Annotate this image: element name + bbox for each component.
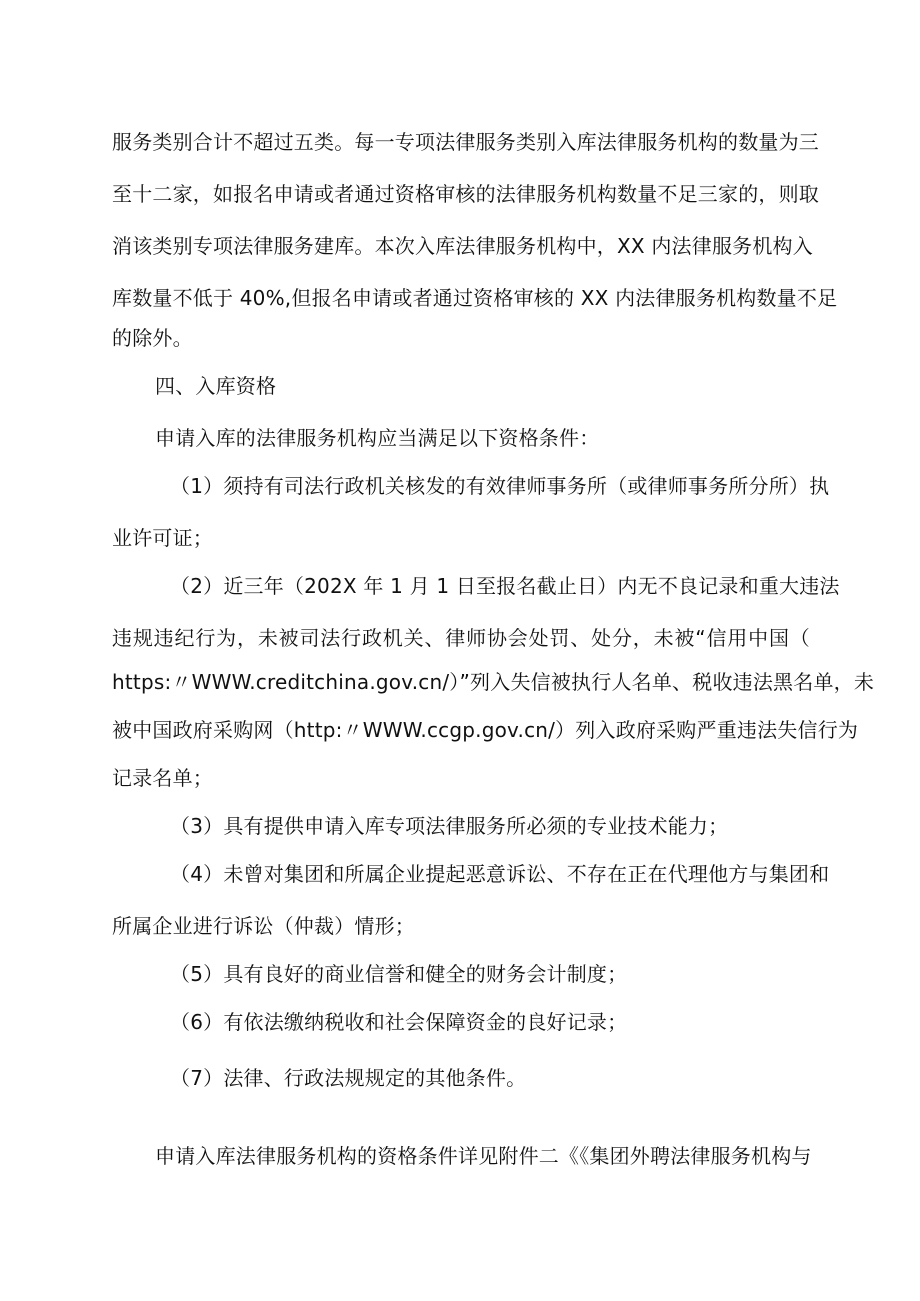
list-item-4-cont: 所属企业进行诉讼（仲裁）情形；: [112, 914, 415, 938]
list-item-2-cont: 违规违纪行为，未被司法行政机关、律师协会处罚、处分，未被“信用中国（: [112, 626, 810, 650]
list-item-5: （5）具有良好的商业信誉和健全的财务会计制度；: [170, 962, 628, 986]
list-item-3: （3）具有提供申请入库专项法律服务所必须的专业技术能力；: [170, 814, 729, 838]
paragraph-line: 至十二家，如报名申请或者通过资格审核的法律服务机构数量不足三家的，则取: [112, 182, 819, 206]
paragraph-line: 的除外。: [112, 326, 193, 350]
list-item-1-cont: 业许可证；: [112, 526, 213, 550]
closing-paragraph: 申请入库法律服务机构的资格条件详见附件二《《集团外聘法律服务机构与: [155, 1144, 812, 1168]
paragraph-line: 消该类别专项法律服务建库。本次入库法律服务机构中，XX 内法律服务机构入: [112, 234, 813, 258]
list-item-2-cont: 记录名单；: [112, 766, 213, 790]
intro-paragraph: 申请入库的法律服务机构应当满足以下资格条件：: [155, 426, 600, 450]
list-item-4: （4）未曾对集团和所属企业提起恶意诉讼、不存在正在代理他方与集团和: [170, 862, 830, 886]
paragraph-line: 库数量不低于 40%,但报名申请或者通过资格审核的 XX 内法律服务机构数量不足: [112, 286, 838, 310]
list-item-2-cont: https:〃WWW.creditchina.gov.cn/）”列入失信被执行人名单、税收违法黑名单，未: [112, 670, 875, 694]
list-item-2-cont: 被中国政府采购网（http:〃WWW.ccgp.gov.cn/）列入政府采购严重违法失信行为: [112, 718, 859, 742]
list-item-7: （7）法律、行政法规规定的其他条件。: [170, 1066, 527, 1090]
list-item-6: （6）有依法缴纳税收和社会保障资金的良好记录；: [170, 1010, 628, 1034]
list-item-1: （1）须持有司法行政机关核发的有效律师事务所（或律师事务所分所）执: [170, 474, 830, 498]
list-item-2: （2）近三年（202X 年 1 月 1 日至报名截止日）内无不良记录和重大违法: [170, 574, 840, 598]
section-heading: 四、入库资格: [155, 374, 277, 398]
paragraph-line: 服务类别合计不超过五类。每一专项法律服务类别入库法律服务机构的数量为三: [112, 130, 819, 154]
